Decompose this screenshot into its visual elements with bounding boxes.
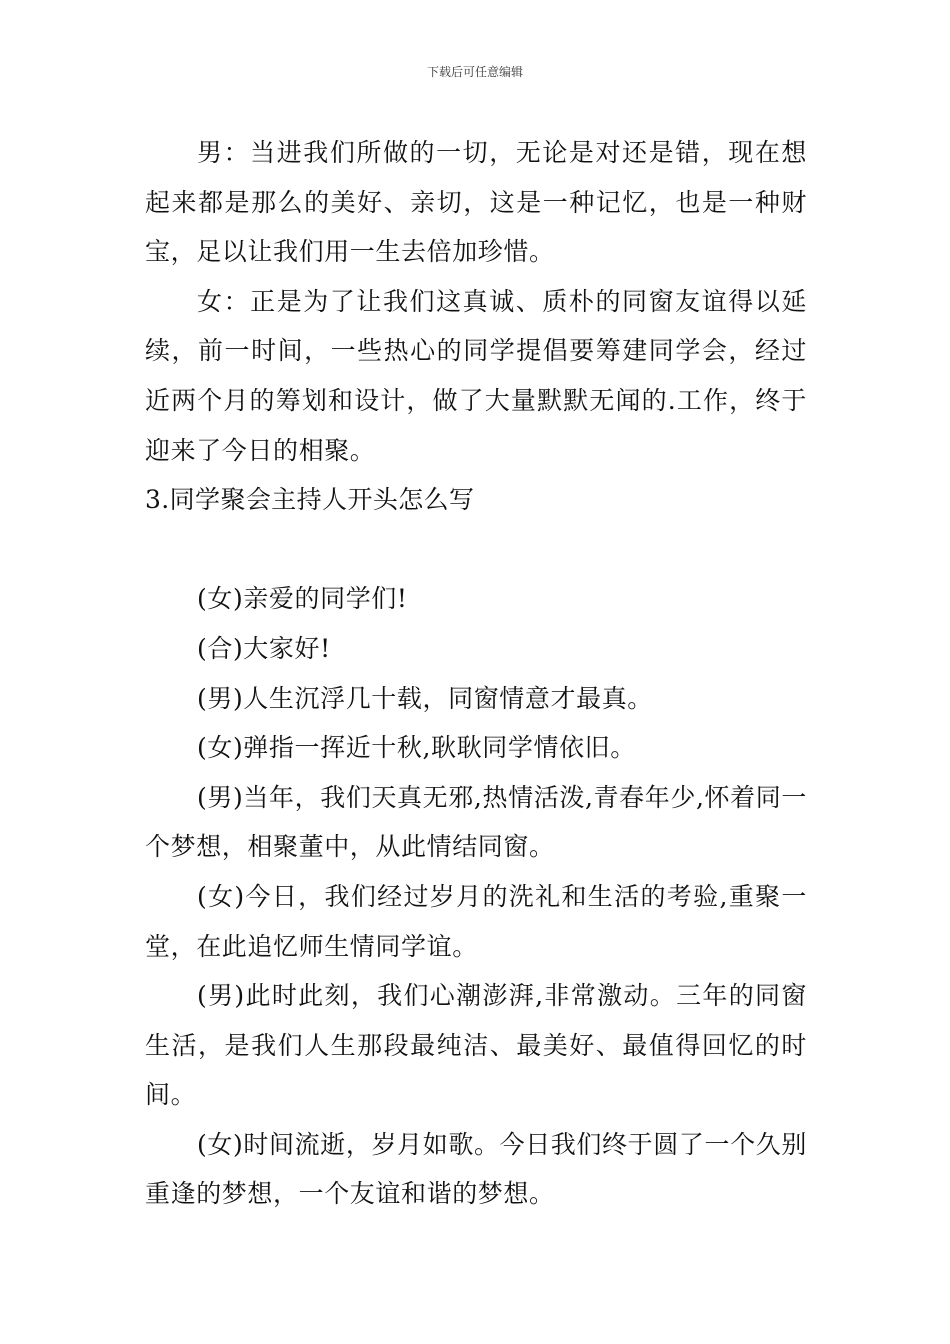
paragraph-dialogue-8: (女)时间流逝，岁月如歌。今日我们终于圆了一个久别重逢的梦想，一个友谊和谐的梦想。 [145, 1129, 807, 1209]
paragraph-male-memories: 男：当进我们所做的一切，无论是对还是错，现在想起来都是那么的美好、亲切，这是一种记忆，也是一种财宝，足以让我们用一生去倍加珍惜。 [145, 138, 807, 267]
document-body [145, 128, 807, 1219]
paragraph-dialogue-1: (女)亲爱的同学们! [197, 584, 408, 614]
blank-line [145, 525, 807, 575]
paragraph-dialogue-7: (男)此时此刻，我们心潮澎湃,非常激动。三年的同窗生活，是我们人生那段最纯洁、最美好、最值得回忆的时间。 [145, 981, 807, 1110]
paragraph-female-reunion: 女：正是为了让我们这真诚、质朴的同窗友谊得以延续，前一时间，一些热心的同学提倡要筹建同学会，经过近两个月的筹划和设计，做了大量默默无闻的.工作，终于迎来了今日的相聚。 [145, 286, 807, 465]
paragraph-dialogue-3: (男)人生沉浮几十载，同窗情意才最真。 [197, 683, 653, 713]
paragraph-dialogue-5: (男)当年，我们天真无邪,热情活泼,青春年少,怀着同一个梦想，相聚董中，从此情结同窗。 [145, 782, 807, 862]
page-header-note: 下载后可任意编辑 [426, 65, 523, 79]
paragraph-dialogue-2: (合)大家好! [197, 633, 331, 663]
paragraph-dialogue-4: (女)弹指一挥近十秋,耿耿同学情依旧。 [197, 733, 636, 763]
section-heading: 3.同学聚会主持人开头怎么写 [145, 485, 475, 515]
paragraph-dialogue-6: (女)今日，我们经过岁月的洗礼和生活的考验,重聚一堂，在此追忆师生情同学谊。 [145, 881, 807, 961]
